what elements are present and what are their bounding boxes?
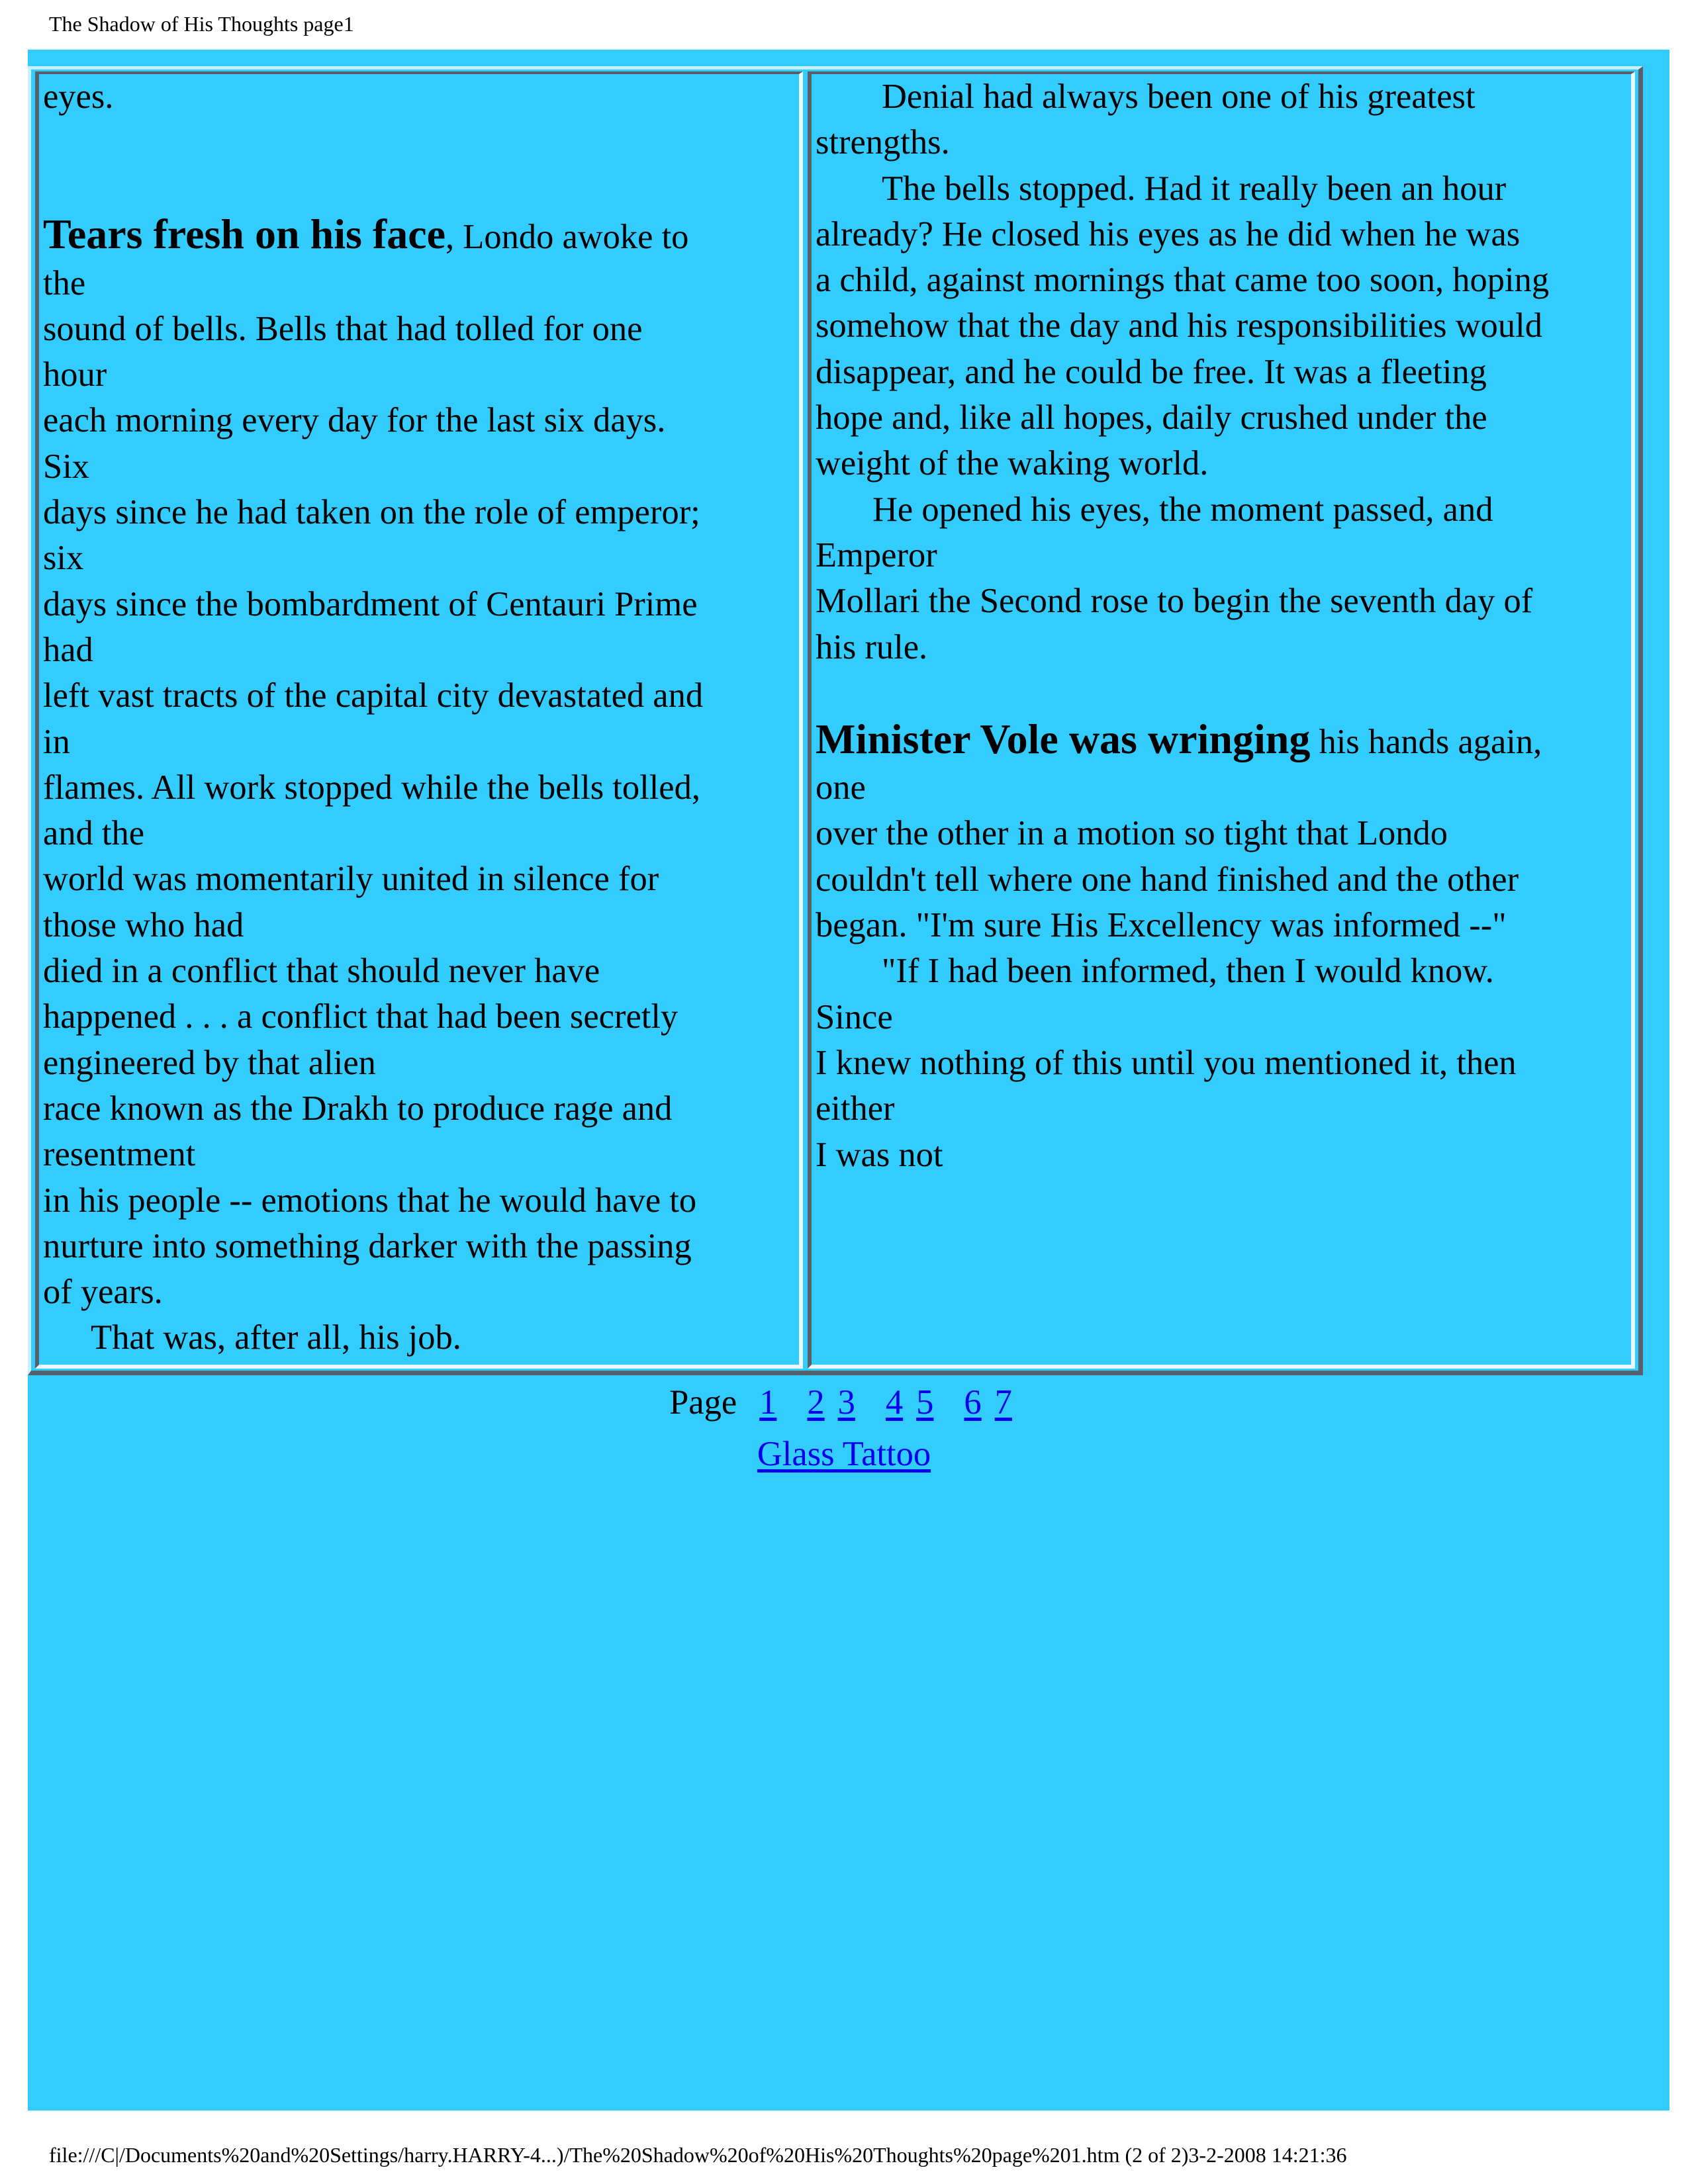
body-line: had — [43, 630, 93, 669]
body-line: race known as the Drakh to produce rage and — [43, 1089, 673, 1128]
body-line: I was not — [816, 1135, 943, 1174]
print-header-title: The Shadow of His Thoughts page1 — [49, 12, 354, 36]
story-table — [28, 66, 1643, 1375]
page-link-2[interactable]: 2 — [807, 1383, 825, 1422]
section-heading-line — [43, 211, 794, 260]
section-heading-line — [816, 716, 1626, 765]
page-links-row — [0, 1377, 1688, 1428]
body-line: and the — [43, 814, 145, 853]
right-column-text — [816, 74, 1626, 1178]
right-column — [808, 71, 1635, 1369]
section-heading-tail: his hands again, — [1310, 722, 1542, 761]
body-line: already? He closed his eyes as he did when he was — [816, 214, 1521, 253]
pagination — [0, 1377, 1688, 1480]
paragraph-first-line: He opened his eyes, the moment passed, and — [872, 490, 1493, 529]
page-link-6[interactable]: 6 — [964, 1383, 982, 1422]
body-line: six — [43, 539, 84, 578]
print-footer-path: file:///C|/Documents%20and%20Settings/harry.HARRY-4...)/The%20Shadow%20of%20His%20Thoughts%20page%201.htm (2 of 2)3-2-2008 14:21:36 — [49, 2143, 1347, 2167]
opening-line: eyes. — [43, 77, 114, 116]
body-line: Mollari the Second rose to begin the seventh day of — [816, 582, 1533, 621]
body-line: either — [816, 1089, 895, 1128]
body-line: world was momentarily united in silence for — [43, 860, 659, 899]
body-line: the — [43, 263, 86, 302]
section-heading-tail: , Londo awoke to — [445, 218, 689, 257]
body-line: resentment — [43, 1135, 196, 1174]
paragraph-first-line: "If I had been informed, then I would know. — [882, 952, 1494, 991]
page-link-3[interactable]: 3 — [837, 1383, 855, 1422]
body-line: in — [43, 722, 70, 761]
page-link-7[interactable]: 7 — [994, 1383, 1012, 1422]
body-line: weight of the waking world. — [816, 444, 1209, 483]
body-line: left vast tracts of the capital city devastated and — [43, 676, 704, 715]
body-line: strengths. — [816, 123, 950, 162]
body-line: of years. — [43, 1273, 163, 1312]
body-line: one — [816, 768, 866, 807]
paragraph-first-line: The bells stopped. Had it really been an hour — [882, 169, 1507, 208]
body-line: happened . . . a conflict that had been secretly — [43, 997, 679, 1036]
left-column — [35, 71, 803, 1369]
home-link-row — [0, 1428, 1688, 1480]
body-line: those who had — [43, 905, 244, 944]
body-line: disappear, and he could be free. It was a fleeting — [816, 352, 1487, 391]
left-column-text — [43, 74, 794, 1361]
body-line: nurture into something darker with the passing — [43, 1226, 692, 1265]
body-line: died in a conflict that should never have — [43, 952, 600, 991]
page-label: Page — [669, 1383, 737, 1422]
body-line: in his people -- emotions that he would have to — [43, 1181, 697, 1220]
glass-tattoo-link[interactable]: Glass Tattoo — [757, 1435, 931, 1473]
body-line: Emperor — [816, 535, 937, 574]
page-link-1[interactable]: 1 — [759, 1383, 777, 1422]
body-line: hour — [43, 355, 107, 394]
section-heading: Minister Vole was wringing — [816, 715, 1311, 762]
body-line: flames. All work stopped while the bells tolled, — [43, 768, 700, 807]
body-line: I knew nothing of this until you mentioned it, then — [816, 1043, 1517, 1082]
body-line: his rule. — [816, 627, 928, 666]
body-line: Six — [43, 447, 90, 486]
body-line: somehow that the day and his responsibilities would — [816, 306, 1542, 345]
body-line: hope and, like all hopes, daily crushed under the — [816, 398, 1487, 437]
paragraph-first-line: Denial had always been one of his greatest — [882, 77, 1476, 116]
page-link-4[interactable]: 4 — [885, 1383, 904, 1422]
body-line: days since the bombardment of Centauri Prime — [43, 584, 698, 623]
section-heading: Tears fresh on his face — [43, 210, 445, 258]
body-line: sound of bells. Bells that had tolled for one — [43, 309, 643, 348]
body-line: couldn't tell where one hand finished and the other — [816, 860, 1519, 899]
page-link-5[interactable]: 5 — [916, 1383, 934, 1422]
body-line: each morning every day for the last six days. — [43, 401, 666, 440]
closing-line: That was, after all, his job. — [91, 1318, 461, 1357]
body-line: Since — [816, 997, 893, 1036]
body-line: days since he had taken on the role of emperor; — [43, 493, 700, 532]
body-line: a child, against mornings that came too soon, hoping — [816, 261, 1550, 300]
body-line: over the other in a motion so tight that Londo — [816, 814, 1448, 853]
body-line: engineered by that alien — [43, 1043, 376, 1082]
body-line: began. "I'm sure His Excellency was informed --" — [816, 906, 1507, 945]
